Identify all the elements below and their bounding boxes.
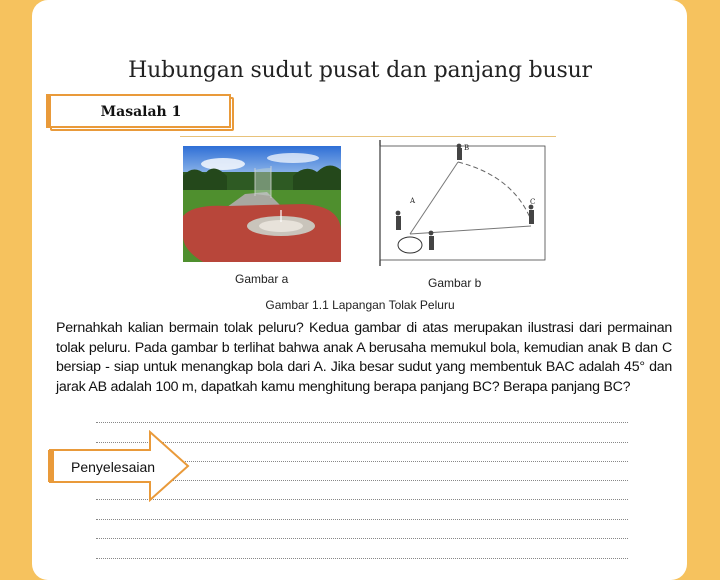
diagram-illustration xyxy=(378,140,550,266)
problem-label: Masalah 1 xyxy=(100,104,182,120)
page-title: Hubungan sudut pusat dan panjang busur xyxy=(128,58,592,83)
diagram-label-b: B xyxy=(464,144,470,152)
diagram-abc xyxy=(378,140,550,266)
caption-gambar-a: Gambar a xyxy=(235,272,289,286)
caption-gambar-b: Gambar b xyxy=(428,276,482,290)
figure-divider xyxy=(180,136,556,137)
answer-line xyxy=(96,558,628,559)
answer-line xyxy=(96,422,628,423)
shot-put-field-illustration xyxy=(183,146,341,262)
figure-caption: Gambar 1.1 Lapangan Tolak Peluru xyxy=(265,298,455,312)
solution-label: Penyelesaian xyxy=(71,459,156,475)
diagram-label-c: C xyxy=(530,198,536,206)
problem-label-box xyxy=(46,94,230,128)
problem-text: Pernahkah kalian bermain tolak peluru? Kedua gambar di atas merupakan ilustrasi dari permainan tolak peluru. Pada gambar b terlihat bahwa anak A berusaha memukul bola, kemudian anak B dan C bersiap - siap untuk menangkap bola dari A. Jika besar sudut yang membentuk BAC adalah 45° dan jarak AB adalah 100 m, dapatkah kamu menghitung berapa panjang BC? Berapa panjang BC? xyxy=(56,320,672,395)
diagram-label-a: A xyxy=(410,197,416,205)
shot-put-field-photo xyxy=(183,146,341,262)
answer-line xyxy=(96,519,628,520)
answer-line xyxy=(96,538,628,539)
